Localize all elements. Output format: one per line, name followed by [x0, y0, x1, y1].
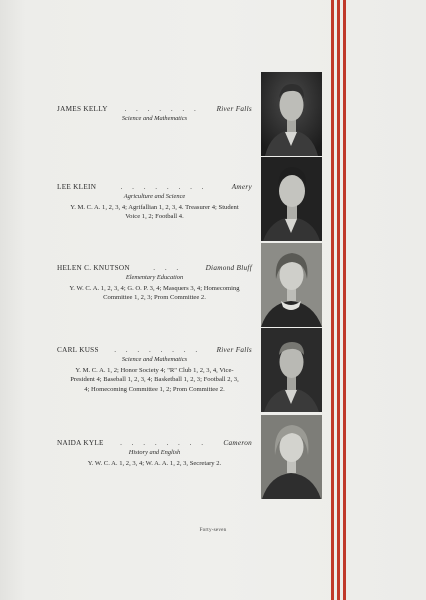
leader-dots: . . . . . . . [124, 105, 200, 113]
activities: Y. M. C. A. 1, 2, 3, 4; Agrifallian 1, 2, 3, 4. Treasurer 4; Student Voice 1, 2; Football 4. [70, 204, 239, 221]
entry-heading [57, 346, 252, 354]
entry-heading [57, 264, 252, 272]
course-of-study: Science and Mathematics [121, 115, 188, 122]
portrait-photo [261, 72, 322, 156]
student-entry [57, 183, 252, 222]
leader-dots: . . . . . . . . [120, 439, 208, 447]
page-number: Forty-seven [199, 527, 227, 533]
student-name: CARL KUSS [57, 346, 99, 354]
hometown: River Falls [216, 346, 252, 354]
portrait-photo [261, 415, 322, 499]
leader-dots: . . . . . . . . [114, 346, 202, 354]
activities: Y. W. C. A. 1, 2, 3, 4; G. O. P. 3, 4; Masquers 3, 4; Homecoming Committee 1, 2, 3; Prom Committee 2. [69, 285, 240, 302]
portrait-photo [261, 157, 322, 241]
leader-dots: . . . [153, 264, 183, 272]
red-rule [331, 0, 334, 600]
leader-dots: . . . . . . . . [120, 183, 208, 191]
student-entry [57, 346, 252, 394]
course-of-study: Science and Mathematics [121, 356, 188, 363]
red-rule [337, 0, 340, 600]
activities: Y. W. C. A. 1, 2, 3, 4; W. A. A. 1, 2, 3, Secretary 2. [87, 460, 222, 467]
student-name: NAIDA KYLE [57, 439, 104, 447]
entry-heading [57, 105, 252, 113]
entry-heading [57, 439, 252, 447]
student-name: HELEN C. KNUTSON [57, 264, 130, 272]
portrait-photo [261, 328, 322, 412]
hometown: Cameron [223, 439, 252, 447]
hometown: Amery [231, 183, 252, 191]
student-entry [57, 439, 252, 468]
student-name: JAMES KELLY [57, 105, 108, 113]
course-of-study: History and English [128, 449, 181, 456]
red-rule [343, 0, 346, 600]
student-name: LEE KLEIN [57, 183, 97, 191]
entry-heading [57, 183, 252, 191]
activities: Y. M. C. A. 1, 2; Honor Society 4; "R" Club 1, 2, 3, 4, Vice-President 4; Baseball 1, 2, 3, 4; Basketball 1, 2, 3; Football 2, 3, 4; Homecoming Committee 1, 2; Prom Committee 2. [70, 367, 239, 393]
course-of-study: Agriculture and Science [123, 193, 186, 200]
course-of-study: Elementary Education [125, 274, 184, 281]
student-entry [57, 264, 252, 303]
hometown: Diamond Bluff [205, 264, 252, 272]
portrait-photo [261, 243, 322, 327]
student-entry [57, 105, 252, 125]
hometown: River Falls [216, 105, 252, 113]
